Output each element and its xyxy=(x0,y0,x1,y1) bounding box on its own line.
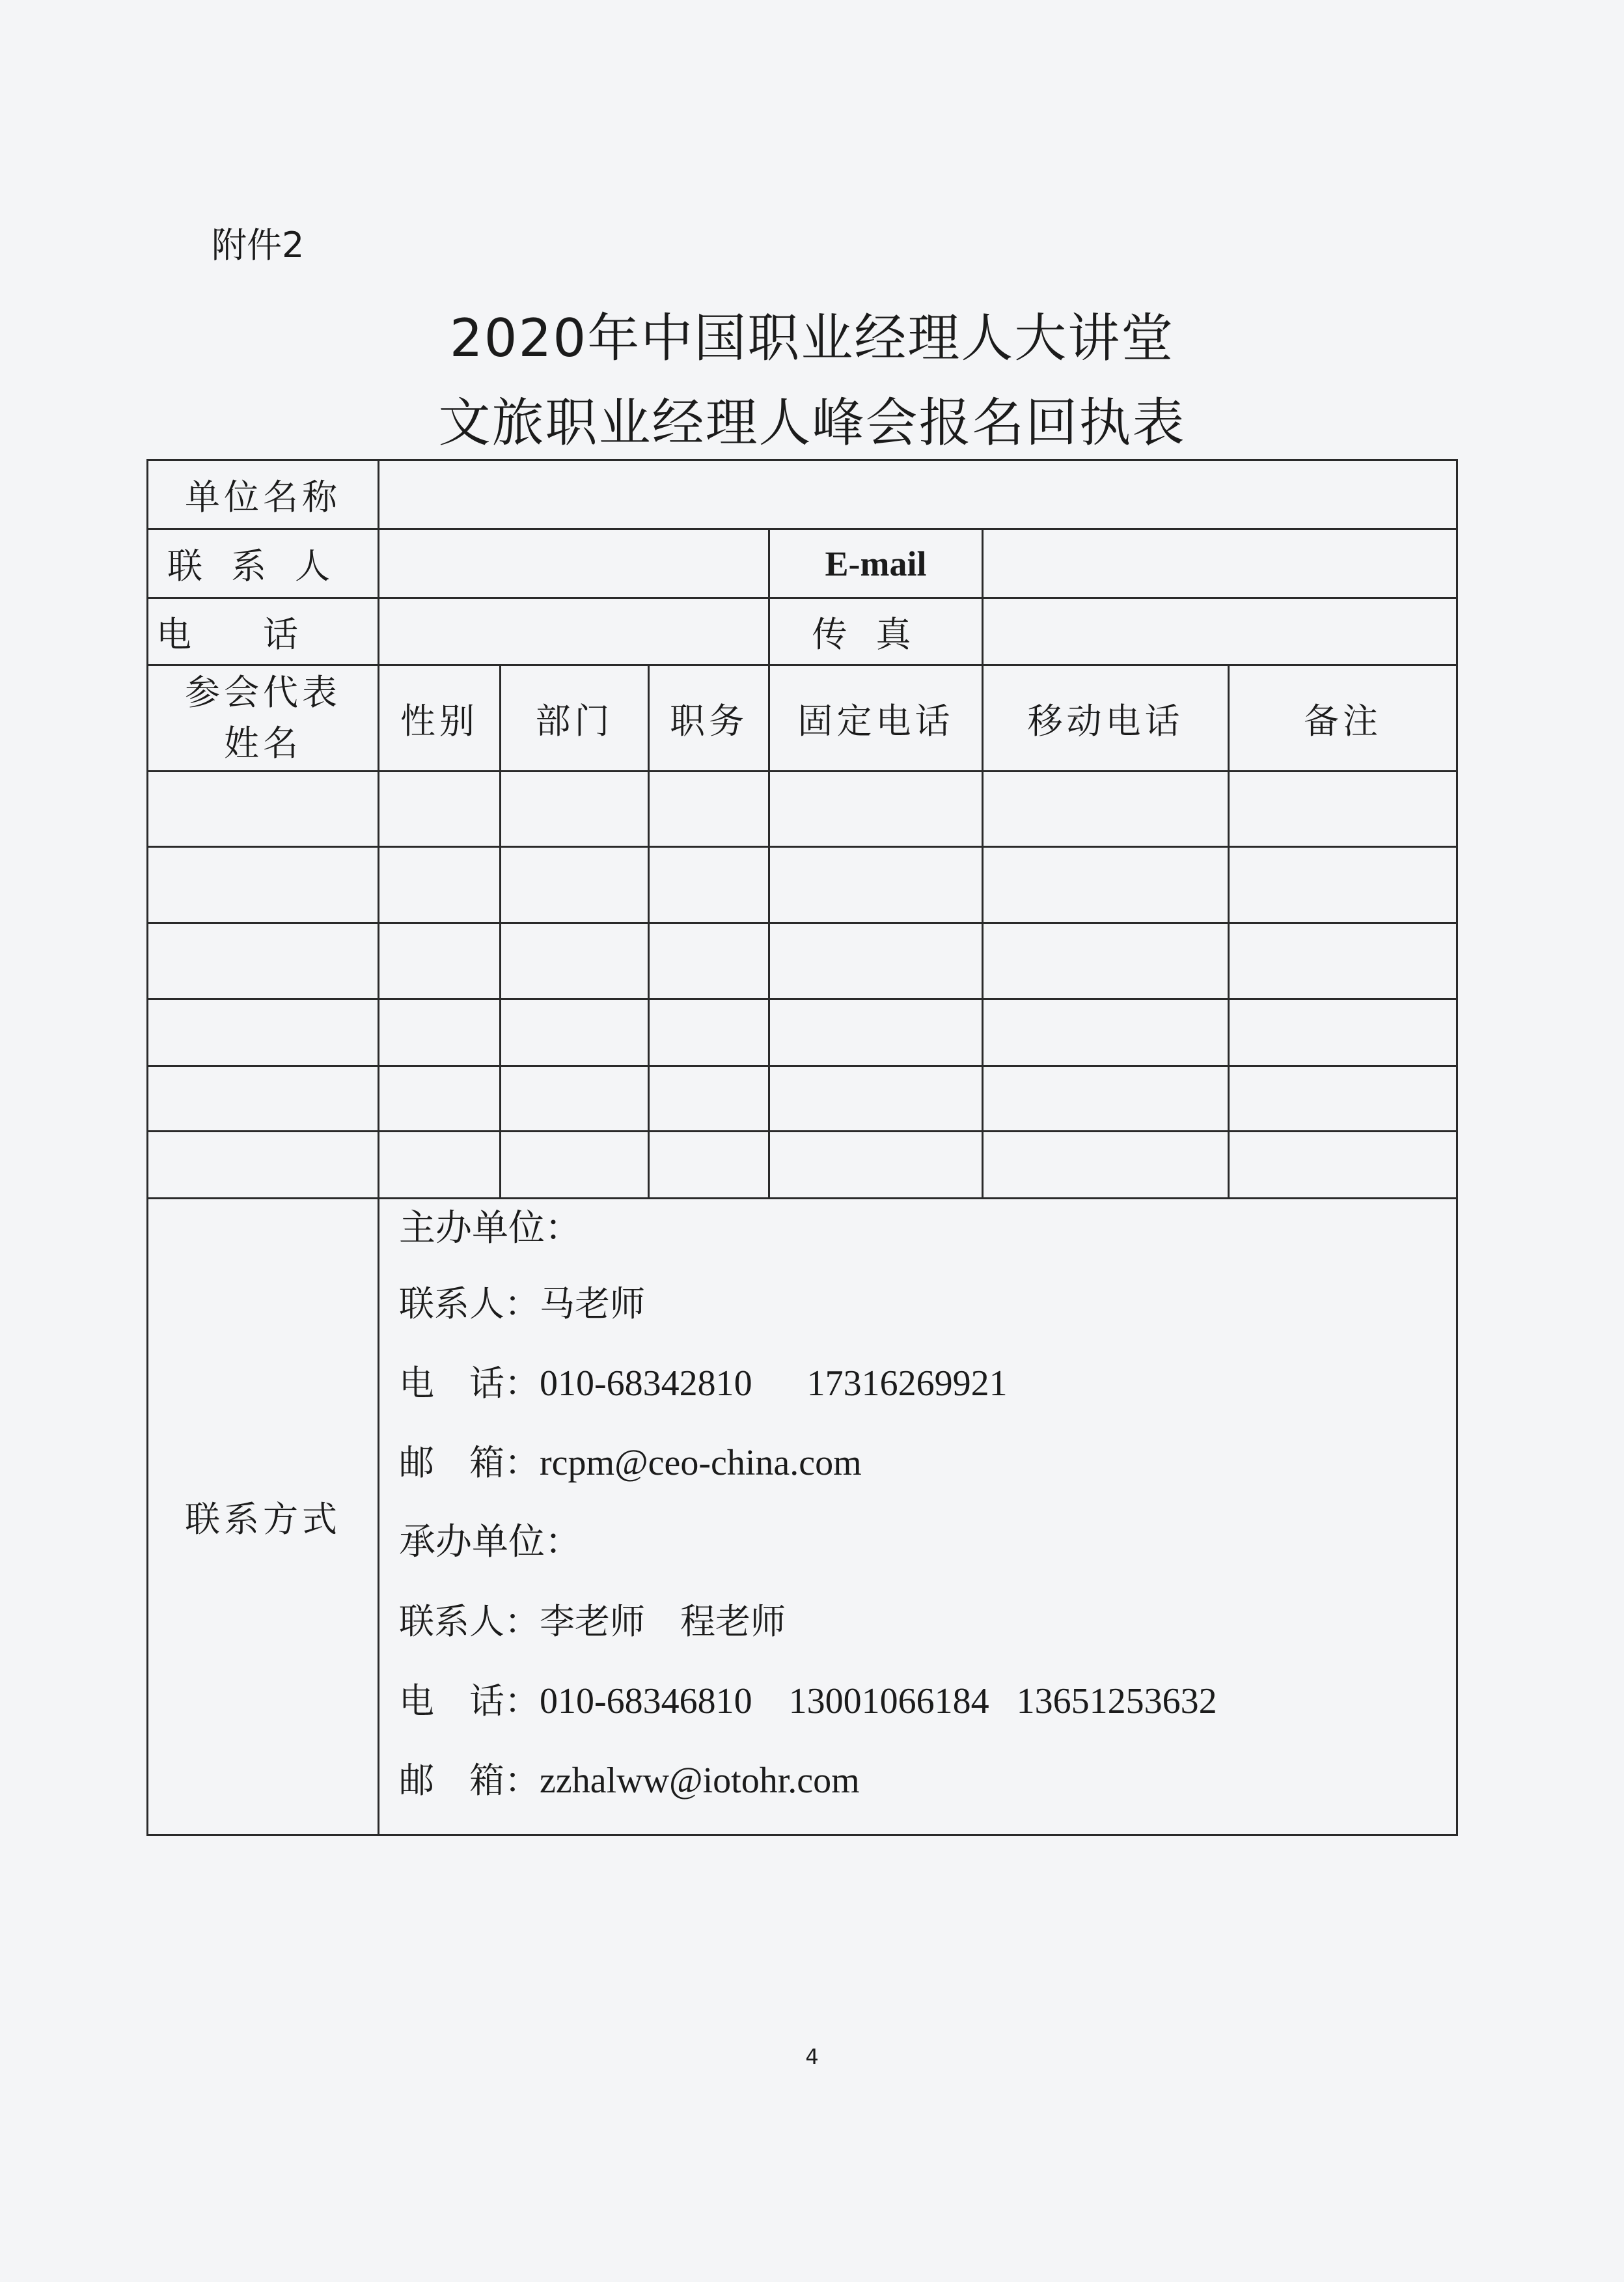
organizer-email: rcpm@ceo-china.com xyxy=(540,1443,862,1483)
unit-name-row xyxy=(148,460,1457,529)
table-cell[interactable] xyxy=(769,847,983,923)
contact-method-row xyxy=(148,1199,1457,1835)
table-cell[interactable] xyxy=(649,999,769,1066)
table-cell[interactable] xyxy=(501,923,649,999)
coorganizer-email-line xyxy=(399,1741,1456,1820)
table-cell[interactable] xyxy=(379,1132,501,1199)
contact-method-label: 联系方式 xyxy=(148,1199,379,1835)
table-cell[interactable] xyxy=(501,847,649,923)
table-cell[interactable] xyxy=(148,923,379,999)
coorganizer-phone-3: 13651253632 xyxy=(1016,1681,1217,1721)
column-header-remarks: 备注 xyxy=(1229,665,1457,772)
contact-person-row xyxy=(148,529,1457,598)
coorganizer-phone-1: 010-68346810 xyxy=(540,1681,752,1721)
table-cell[interactable] xyxy=(379,772,501,847)
organizer-person-prefix: 联系人： xyxy=(399,1283,540,1324)
coorganizer-persons: 李老师 程老师 xyxy=(540,1601,786,1642)
representative-row xyxy=(148,999,1457,1066)
table-cell[interactable] xyxy=(983,772,1229,847)
page-title-line-1: 2020年中国职业经理人大讲堂 xyxy=(449,308,1175,369)
table-cell[interactable] xyxy=(148,772,379,847)
attachment-label: 附件2 xyxy=(212,225,305,266)
table-cell[interactable] xyxy=(983,1066,1229,1132)
unit-name-label: 单位名称 xyxy=(148,460,379,529)
representative-row xyxy=(148,1132,1457,1199)
column-header-position: 职务 xyxy=(649,665,769,772)
representative-row xyxy=(148,923,1457,999)
representative-label-line-1: 参会代表 xyxy=(185,671,341,713)
coorganizer-email-prefix: 邮 箱： xyxy=(399,1760,540,1801)
table-cell[interactable] xyxy=(148,1066,379,1132)
email-label: E-mail xyxy=(769,529,983,598)
table-cell[interactable] xyxy=(379,999,501,1066)
table-cell[interactable] xyxy=(501,1132,649,1199)
registration-form-table xyxy=(146,459,1458,1836)
table-cell[interactable] xyxy=(1229,1066,1457,1132)
organizer-email-prefix: 邮 箱： xyxy=(399,1442,540,1483)
table-cell[interactable] xyxy=(649,1132,769,1199)
representative-row xyxy=(148,1066,1457,1132)
table-cell[interactable] xyxy=(769,1132,983,1199)
table-cell[interactable] xyxy=(769,999,983,1066)
coorganizer-heading: 承办单位： xyxy=(399,1521,581,1563)
table-cell[interactable] xyxy=(983,1132,1229,1199)
organizer-person-line xyxy=(399,1264,1456,1344)
column-header-landline: 固定电话 xyxy=(769,665,983,772)
table-cell[interactable] xyxy=(1229,772,1457,847)
coorganizer-person-line xyxy=(399,1582,1456,1662)
table-cell[interactable] xyxy=(501,999,649,1066)
representative-row xyxy=(148,847,1457,923)
table-cell[interactable] xyxy=(983,847,1229,923)
table-cell[interactable] xyxy=(769,923,983,999)
table-cell[interactable] xyxy=(1229,1132,1457,1199)
phone-row xyxy=(148,598,1457,665)
table-cell[interactable] xyxy=(649,772,769,847)
email-field[interactable] xyxy=(983,529,1457,598)
table-cell[interactable] xyxy=(983,999,1229,1066)
table-cell[interactable] xyxy=(649,1066,769,1132)
representative-label-line-2: 姓名 xyxy=(224,723,302,764)
column-header-department: 部门 xyxy=(501,665,649,772)
phone-label: 电话 xyxy=(148,598,379,665)
table-cell[interactable] xyxy=(148,847,379,923)
table-cell[interactable] xyxy=(501,1066,649,1132)
coorganizer-person-prefix: 联系人： xyxy=(399,1601,540,1642)
coorganizer-phone-2: 13001066184 xyxy=(788,1681,989,1721)
table-cell[interactable] xyxy=(148,1132,379,1199)
organizer-person: 马老师 xyxy=(540,1283,645,1324)
table-cell[interactable] xyxy=(649,847,769,923)
table-cell[interactable] xyxy=(769,1066,983,1132)
table-cell[interactable] xyxy=(379,847,501,923)
column-header-mobile: 移动电话 xyxy=(983,665,1229,772)
phone-field[interactable] xyxy=(379,598,769,665)
table-cell[interactable] xyxy=(1229,923,1457,999)
coorganizer-phone-prefix: 电 话： xyxy=(399,1680,540,1721)
organizer-phone-prefix: 电 话： xyxy=(399,1363,540,1404)
page-title-line-2: 文旅职业经理人峰会报名回执表 xyxy=(438,393,1186,453)
organizer-phone-2: 17316269921 xyxy=(806,1363,1008,1404)
table-cell[interactable] xyxy=(379,1066,501,1132)
table-cell[interactable] xyxy=(649,923,769,999)
organizer-phone-line xyxy=(399,1344,1456,1423)
representative-row xyxy=(148,772,1457,847)
organizer-heading: 主办单位： xyxy=(399,1207,581,1249)
table-cell[interactable] xyxy=(769,772,983,847)
table-cell[interactable] xyxy=(501,772,649,847)
contact-person-label: 联系人 xyxy=(148,529,379,598)
table-cell[interactable] xyxy=(379,923,501,999)
table-cell[interactable] xyxy=(983,923,1229,999)
coorganizer-email: zzhalww@iotohr.com xyxy=(540,1760,860,1801)
table-cell[interactable] xyxy=(148,999,379,1066)
page-number: 4 xyxy=(805,2044,819,2069)
coorganizer-phone-line xyxy=(399,1662,1456,1741)
fax-label: 传真 xyxy=(769,598,983,665)
organizer-phone-1: 010-68342810 xyxy=(540,1363,752,1404)
table-cell[interactable] xyxy=(1229,999,1457,1066)
table-cell[interactable] xyxy=(1229,847,1457,923)
contact-person-field[interactable] xyxy=(379,529,769,598)
contact-info-cell xyxy=(379,1199,1457,1835)
unit-name-field[interactable] xyxy=(379,460,1457,529)
fax-field[interactable] xyxy=(983,598,1457,665)
representative-name-label xyxy=(148,665,379,772)
representative-header-row xyxy=(148,665,1457,772)
organizer-email-line xyxy=(399,1423,1456,1503)
column-header-gender: 性别 xyxy=(379,665,501,772)
